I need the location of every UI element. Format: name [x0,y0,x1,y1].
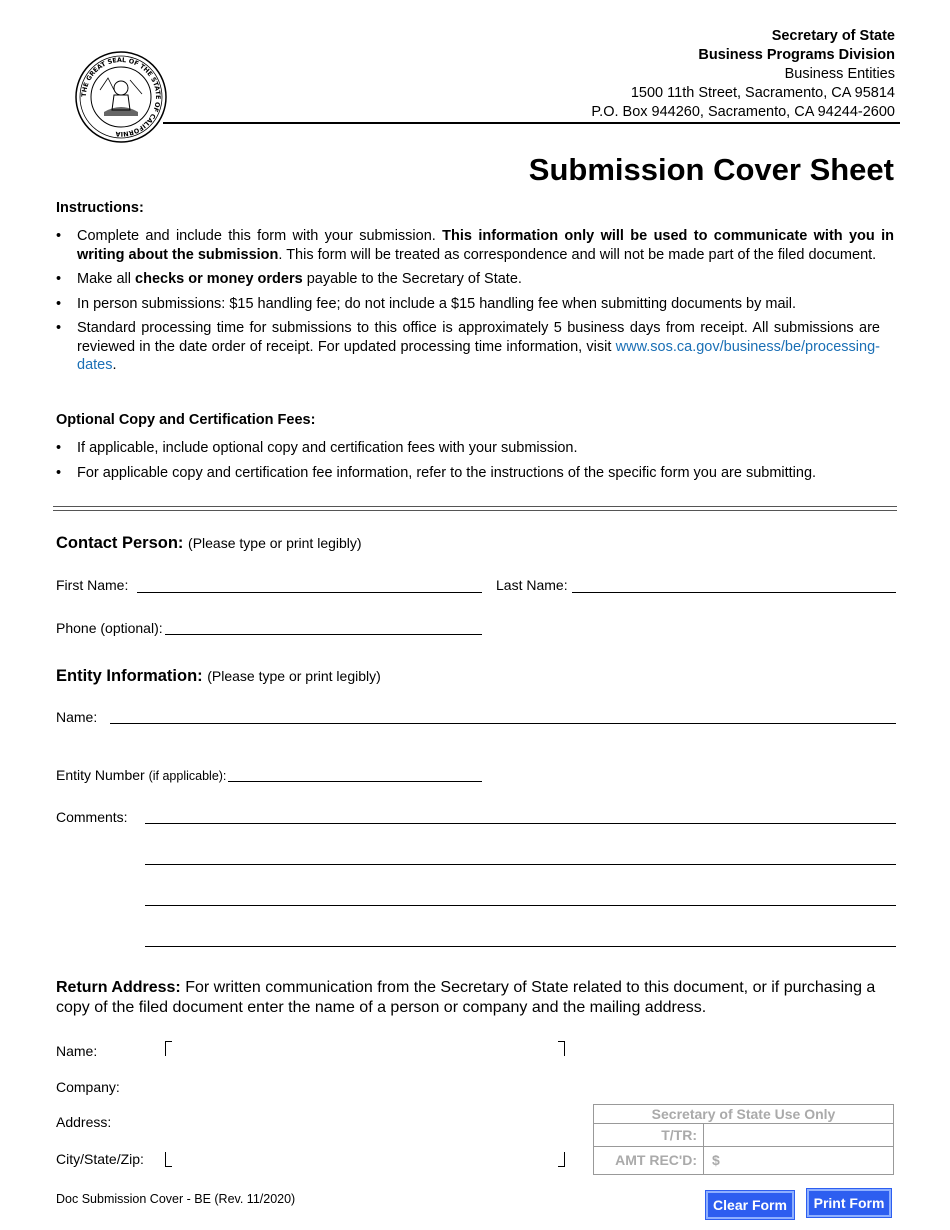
entity-number-field[interactable] [228,781,482,782]
comments-line-4[interactable] [145,946,896,947]
comments-line-1[interactable] [145,823,896,824]
return-city-label: City/State/Zip: [56,1151,144,1167]
form-revision: Doc Submission Cover - BE (Rev. 11/2020) [56,1192,296,1206]
fees-list [56,439,894,488]
comments-line-2[interactable] [145,864,896,865]
phone-field[interactable] [165,634,482,635]
entity-heading: Entity Information: (Please type or print legibly) [56,667,381,685]
clear-form-button[interactable]: Clear Form [706,1191,794,1219]
comments-label: Comments: [56,809,128,825]
processing-dates-link[interactable]: www.sos.ca.gov/business/be/processing-dates [77,338,880,373]
print-form-button[interactable]: Print Form [807,1189,891,1217]
header-pobox: P.O. Box 944260, Sacramento, CA 94244-2600 [591,104,895,120]
list-item: • Standard processing time for submissions to this office is approximately 5 business days from receipt. All submissions are reviewed in the date order of receipt. For updated processing time information, visit www.sos.ca.gov/business/be/processing-dates. [56,319,894,375]
amt-value: $ [712,1152,720,1168]
amt-label: AMT REC'D: [594,1147,704,1174]
list-item: • Complete and include this form with your submission. This information only will be used to communicate with you in writing about the submission. This form will be treated as correspondence and will not be made part of the filed document. [56,227,894,264]
header-unit: Business Entities [784,66,895,82]
ttr-label: T/TR: [594,1124,704,1146]
contact-heading: Contact Person: (Please type or print legibly) [56,534,362,552]
agency-header [591,27,895,122]
list-item: • In person submissions: $15 handling fee; do not include a $15 handling fee when submitting documents by mail. [56,295,894,314]
entity-name-label: Name: [56,709,98,725]
first-name-field[interactable] [137,592,482,593]
ttr-row [594,1124,893,1147]
return-company-label: Company: [56,1079,120,1095]
section-divider [53,506,897,511]
header-agency: Secretary of State [771,28,895,44]
list-item: • Make all checks or money orders payable to the Secretary of State. [56,270,894,289]
instructions-heading: Instructions: [56,200,144,216]
sos-use-heading: Secretary of State Use Only [594,1105,893,1124]
california-seal [74,50,168,144]
comments-line-3[interactable] [145,905,896,906]
header-street: 1500 11th Street, Sacramento, CA 95814 [630,85,895,101]
instructions-list [56,227,894,381]
last-name-label: Last Name: [496,577,568,593]
amt-row [594,1147,893,1174]
phone-label: Phone (optional): [56,620,163,636]
list-item: • For applicable copy and certification fee information, refer to the instructions of the specific form you are submitting. [56,464,894,483]
return-address-label: Address: [56,1114,112,1130]
sos-use-only-box [593,1104,894,1175]
entity-number-label: Entity Number (if applicable): [56,767,227,783]
return-address-entry-area[interactable] [162,1041,568,1167]
return-address-intro: Return Address: For written communication from the Secretary of State related to this document, or if purchasing a copy of the filed document enter the name of a person or company and the mailing address. [56,979,876,1016]
return-name-label: Name: [56,1043,98,1059]
page-title: Submission Cover Sheet [528,152,894,187]
fees-heading: Optional Copy and Certification Fees: [56,412,316,428]
list-item: • If applicable, include optional copy and certification fees with your submission. [56,439,894,458]
first-name-label: First Name: [56,577,129,593]
entity-name-field[interactable] [110,723,896,724]
header-division: Business Programs Division [698,47,895,63]
header-rule [163,122,900,124]
last-name-field[interactable] [572,592,896,593]
seal-lettering: THE GREAT SEAL OF THE STATE OF CALIFORNIA [79,55,163,139]
